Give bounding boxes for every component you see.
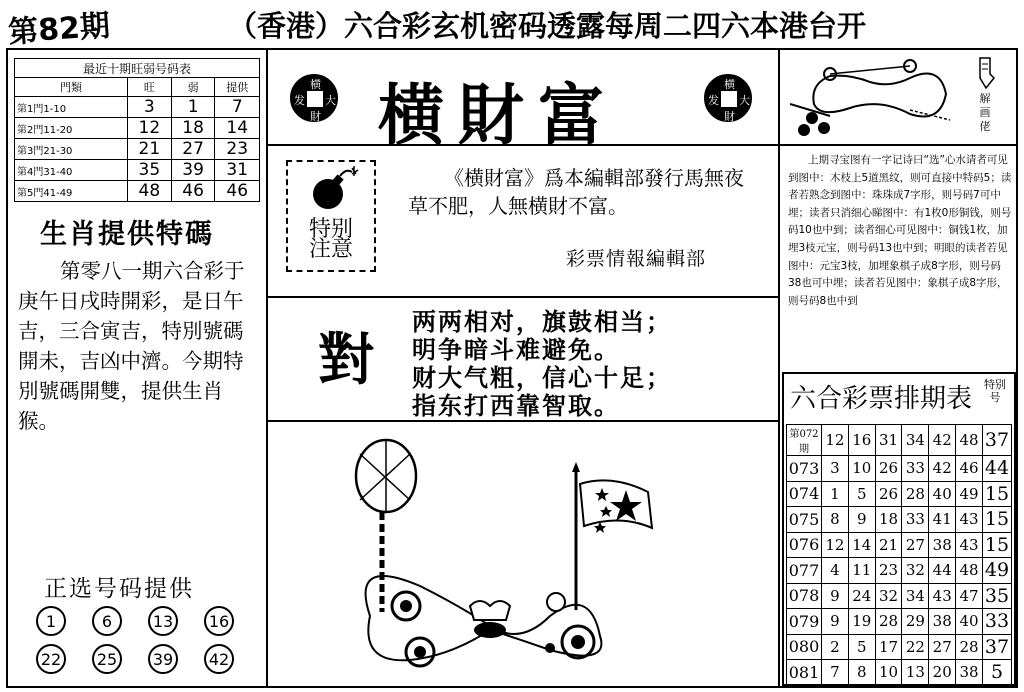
draw-issue-cell: 077 — [787, 558, 822, 584]
weak-cell: 1 — [171, 97, 215, 118]
range-cell: 第3門21-30 — [15, 139, 128, 160]
intro-text: 《横財富》爲本編輯部發行馬無夜草不肥，人無横財不富。 — [408, 166, 744, 218]
draw-number-cell: 24 — [848, 583, 875, 609]
draw-issue-cell: 081 — [787, 660, 822, 686]
table-header-row — [15, 78, 260, 97]
draw-issue-cell: 080 — [787, 634, 822, 660]
pick-cell: 23 — [215, 139, 260, 160]
draw-number-cell: 8 — [822, 507, 849, 533]
table-row — [787, 634, 1012, 660]
draw-number-cell: 28 — [875, 609, 902, 635]
table-row — [15, 160, 260, 181]
draw-number-cell: 46 — [956, 456, 983, 482]
pick-number-ball: 42 — [204, 644, 234, 674]
draw-number-cell: 38 — [929, 532, 956, 558]
hot-cell: 35 — [127, 160, 171, 181]
pick-number-ball: 1 — [36, 606, 66, 636]
table-row — [787, 609, 1012, 635]
poem-line: 财大气粗，信心十足； — [412, 364, 672, 392]
pick-cell: 46 — [215, 181, 260, 202]
draw-number-cell: 20 — [929, 660, 956, 686]
weak-cell: 39 — [171, 160, 215, 181]
pick-number-ball: 22 — [36, 644, 66, 674]
draw-number-cell: 1 — [822, 481, 849, 507]
draw-number-cell: 48 — [956, 425, 983, 456]
issue-number: 第82期 — [7, 8, 112, 51]
draw-number-cell: 38 — [956, 660, 983, 686]
draw-number-cell: 28 — [956, 634, 983, 660]
page-headline: （香港）六合彩玄机密码透露每周二四六本港台开 — [228, 9, 867, 43]
coin-icon: 横 大 財 发 — [290, 74, 338, 122]
column-header: 弱 — [171, 78, 215, 97]
pick-number-ball: 16 — [204, 606, 234, 636]
hot-cell: 21 — [127, 139, 171, 160]
table-row — [787, 481, 1012, 507]
hot-cell: 3 — [127, 97, 171, 118]
draw-special-cell: 49 — [983, 558, 1012, 584]
divider — [780, 144, 1018, 146]
range-cell: 第5門41-49 — [15, 181, 128, 202]
draw-special-cell: 5 — [983, 660, 1012, 686]
picks-title: 正选号码提供 — [44, 576, 194, 602]
draw-number-cell: 32 — [902, 558, 929, 584]
ingot-icon — [470, 601, 510, 620]
zodiac-text: 第零八一期六合彩于庚午日戌時開彩，是日午吉，三合寅吉，特別號碼開未，吉凶中濟。今期特別號碼開雙，提供生肖猴。 — [18, 259, 245, 433]
zodiac-title: 生肖提供特碼 — [40, 219, 214, 250]
draw-number-cell: 11 — [848, 558, 875, 584]
column-header: 門類 — [15, 78, 128, 97]
draw-number-cell: 26 — [875, 456, 902, 482]
draw-number-cell: 4 — [822, 558, 849, 584]
hot-cell: 48 — [127, 181, 171, 202]
draw-number-cell: 44 — [929, 558, 956, 584]
draw-issue-cell: 078 — [787, 583, 822, 609]
pick-cell: 7 — [215, 97, 260, 118]
pick-number-ball: 39 — [148, 644, 178, 674]
draw-number-cell: 49 — [956, 481, 983, 507]
brand-title: 横財富 — [378, 76, 618, 154]
draw-number-cell: 13 — [902, 660, 929, 686]
draw-number-cell: 14 — [848, 532, 875, 558]
divider — [268, 296, 780, 298]
pick-number-ball: 25 — [92, 644, 122, 674]
editor-credit: 彩票情報編輯部 — [566, 248, 707, 270]
draw-number-cell: 7 — [822, 660, 849, 686]
draw-number-cell: 40 — [929, 481, 956, 507]
hot-cold-table — [14, 58, 260, 202]
draw-number-cell: 18 — [875, 507, 902, 533]
table-row — [787, 507, 1012, 533]
draw-number-cell: 43 — [929, 583, 956, 609]
range-cell: 第4門31-40 — [15, 160, 128, 181]
draw-number-cell: 28 — [902, 481, 929, 507]
draw-number-cell: 26 — [875, 481, 902, 507]
draw-issue-cell: 第072期 — [787, 425, 822, 456]
draw-number-cell: 2 — [822, 634, 849, 660]
draw-number-cell: 29 — [902, 609, 929, 635]
draw-number-cell: 38 — [929, 609, 956, 635]
range-cell: 第1門1-10 — [15, 97, 128, 118]
schedule-title: 六合彩票排期表 — [790, 384, 973, 414]
draw-number-cell: 5 — [848, 481, 875, 507]
draw-number-cell: 42 — [929, 456, 956, 482]
draw-number-cell: 48 — [956, 558, 983, 584]
pick-cell: 14 — [215, 118, 260, 139]
draw-number-cell: 9 — [822, 609, 849, 635]
draw-number-cell: 32 — [875, 583, 902, 609]
column-header: 提供 — [215, 78, 260, 97]
draw-results-table — [786, 424, 1012, 686]
draw-number-cell: 42 — [929, 425, 956, 456]
draw-number-cell: 43 — [956, 532, 983, 558]
table-row — [787, 558, 1012, 584]
draw-number-cell: 43 — [956, 507, 983, 533]
draw-number-cell: 9 — [822, 583, 849, 609]
draw-number-cell: 16 — [848, 425, 875, 456]
draw-special-cell: 15 — [983, 481, 1012, 507]
table-row — [787, 583, 1012, 609]
draw-number-cell: 31 — [875, 425, 902, 456]
table-row — [787, 660, 1012, 686]
draw-number-cell: 33 — [902, 507, 929, 533]
pick-cell: 31 — [215, 160, 260, 181]
draw-special-cell: 37 — [983, 634, 1012, 660]
draw-number-cell: 33 — [902, 456, 929, 482]
draw-number-cell: 9 — [848, 507, 875, 533]
hint-label: 解画佬 — [979, 92, 991, 133]
draw-number-cell: 10 — [848, 456, 875, 482]
draw-special-cell: 37 — [983, 425, 1012, 456]
table-row — [787, 456, 1012, 482]
pick-number-ball: 6 — [92, 606, 122, 636]
table-row — [15, 181, 260, 202]
coin-icon: 横 大 財 发 — [704, 74, 752, 122]
table-row — [15, 139, 260, 160]
draw-number-cell: 8 — [848, 660, 875, 686]
range-cell: 第2門11-20 — [15, 118, 128, 139]
draw-number-cell: 34 — [902, 425, 929, 456]
draw-number-cell: 27 — [902, 532, 929, 558]
draw-number-cell: 19 — [848, 609, 875, 635]
draw-number-cell: 10 — [875, 660, 902, 686]
weak-cell: 27 — [171, 139, 215, 160]
draw-number-cell: 41 — [929, 507, 956, 533]
draw-number-cell: 22 — [902, 634, 929, 660]
hot-cell: 12 — [127, 118, 171, 139]
table-row — [15, 118, 260, 139]
draw-special-cell: 33 — [983, 609, 1012, 635]
pointing-hand-icon — [974, 56, 998, 90]
draw-number-cell: 40 — [956, 609, 983, 635]
table-row — [787, 532, 1012, 558]
riddle-text: 上期寻宝图有一字记诗曰“选”心水请者可见到图中：木枝上5道黑纹，则可直接中特码5；读者若熟念到图中：珠珠成7字形，则号码7可中埋；读者只消细心睇图中：有1枚0形铜钱，则号码10也中到；读者细心可见图中：铜钱1枚，加埋3枝元宝，则号码13也中到；明眼的读者若见图中：元宝3枝，加埋象棋子成8字形，则号码38也可中埋；读者若见图中：象棋子成8字形，则号码8也中到 — [788, 154, 1012, 307]
draw-number-cell: 12 — [822, 425, 849, 456]
draw-issue-cell: 079 — [787, 609, 822, 635]
poem-line: 明争暗斗难避免。 — [412, 336, 620, 364]
draw-number-cell: 27 — [929, 634, 956, 660]
draw-issue-cell: 075 — [787, 507, 822, 533]
draw-number-cell: 47 — [956, 583, 983, 609]
draw-number-cell: 3 — [822, 456, 849, 482]
poem-key-char: 對 — [318, 327, 374, 393]
draw-number-cell: 5 — [848, 634, 875, 660]
draw-special-cell: 15 — [983, 532, 1012, 558]
weak-cell: 46 — [171, 181, 215, 202]
draw-special-cell: 35 — [983, 583, 1012, 609]
puzzle-illustration — [330, 436, 670, 682]
draw-special-cell: 44 — [983, 456, 1012, 482]
column-header: 旺 — [127, 78, 171, 97]
treasure-map-illustration — [790, 54, 970, 140]
weak-cell: 18 — [171, 118, 215, 139]
draw-number-cell: 23 — [875, 558, 902, 584]
notice-label: 特别 注意 — [308, 217, 353, 262]
draw-special-cell: 15 — [983, 507, 1012, 533]
poem-line: 两两相对，旗鼓相当； — [412, 308, 672, 336]
hot-cold-table-title: 最近十期旺弱号码表 — [15, 59, 260, 78]
draw-issue-cell: 074 — [787, 481, 822, 507]
special-number-label: 特别号 — [984, 378, 1006, 404]
draw-number-cell: 17 — [875, 634, 902, 660]
draw-number-cell: 12 — [822, 532, 849, 558]
poem-line: 指东打西靠智取。 — [412, 392, 620, 420]
bomb-icon — [306, 166, 362, 212]
pick-number-ball: 13 — [148, 606, 178, 636]
draw-number-cell: 21 — [875, 532, 902, 558]
table-row — [787, 425, 1012, 456]
draw-issue-cell: 073 — [787, 456, 822, 482]
table-row — [15, 97, 260, 118]
draw-issue-cell: 076 — [787, 532, 822, 558]
draw-number-cell: 34 — [902, 583, 929, 609]
